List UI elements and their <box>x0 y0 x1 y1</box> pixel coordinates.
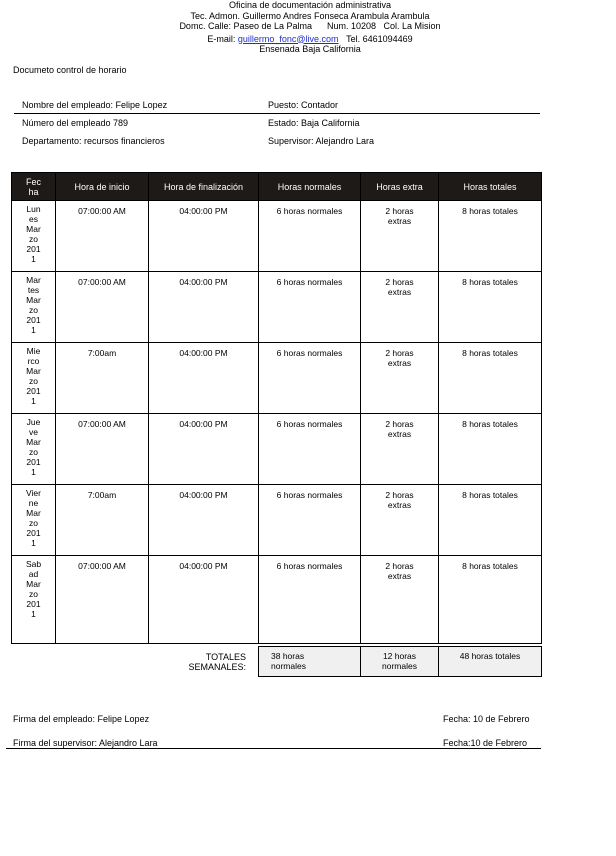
cell-horas-normales: 6 horas normales <box>259 201 361 272</box>
timesheet-table <box>11 172 542 644</box>
cell-horas-normales: 6 horas normales <box>259 556 361 644</box>
email-link[interactable]: guillermo_fonc@live.com <box>237 33 339 44</box>
header-horas-normales: Horas normales <box>259 173 361 201</box>
cell-hora-inicio: 07:00:00 AM <box>56 272 149 343</box>
table-row <box>12 201 542 272</box>
cell-hora-inicio: 07:00:00 AM <box>56 201 149 272</box>
cell-fecha: Jue ve Mar zo 201 1 <box>12 414 56 485</box>
header-hora-inicio: Hora de inicio <box>56 173 149 201</box>
cell-horas-extra: 2 horas extras <box>361 201 439 272</box>
cell-hora-fin: 04:00:00 PM <box>149 201 259 272</box>
header-fecha: Fec ha <box>12 173 56 201</box>
cell-horas-totales: 8 horas totales <box>439 201 542 272</box>
city: Ensenada Baja California <box>259 44 361 54</box>
total-horas-extra: 12 horas normales <box>361 647 439 677</box>
cell-horas-extra: 2 horas extras <box>361 414 439 485</box>
table-row <box>12 343 542 414</box>
cell-horas-extra: 2 horas extras <box>361 556 439 644</box>
supervisor: Supervisor: Alejandro Lara <box>268 136 375 146</box>
header-horas-totales: Horas totales <box>439 173 542 201</box>
cell-hora-inicio: 7:00am <box>56 485 149 556</box>
cell-horas-totales: 8 horas totales <box>439 414 542 485</box>
employee-signature: Firma del empleado: Felipe Lopez <box>13 714 150 724</box>
cell-horas-normales: 6 horas normales <box>259 272 361 343</box>
signature-line <box>6 748 541 749</box>
cell-fecha: Vier ne Mar zo 201 1 <box>12 485 56 556</box>
address: Domc. Calle: Paseo de La Palma Num. 10208 Col. La Mision <box>179 21 441 31</box>
cell-hora-fin: 04:00:00 PM <box>149 343 259 414</box>
cell-hora-inicio: 07:00:00 AM <box>56 414 149 485</box>
cell-horas-extra: 2 horas extras <box>361 272 439 343</box>
cell-fecha: Mar tes Mar zo 201 1 <box>12 272 56 343</box>
cell-fecha: Sab ad Mar zo 201 1 <box>12 556 56 644</box>
employee-signature-date: Fecha: 10 de Febrero <box>443 714 530 724</box>
cell-horas-extra: 2 horas extras <box>361 485 439 556</box>
table-row <box>12 556 542 644</box>
cell-fecha: Lun es Mar zo 201 1 <box>12 201 56 272</box>
state: Estado: Baja California <box>268 118 360 128</box>
position: Puesto: Contador <box>268 100 339 110</box>
letterhead <box>100 0 520 55</box>
employee-number: Número del empleado 789 <box>22 118 129 128</box>
cell-horas-normales: 6 horas normales <box>259 343 361 414</box>
cell-hora-inicio: 7:00am <box>56 343 149 414</box>
header-hora-fin: Hora de finalización <box>149 173 259 201</box>
supervisor-signature: Firma del supervisor: Alejandro Lara <box>13 738 158 748</box>
header-horas-extra: Horas extra <box>361 173 439 201</box>
table-row <box>12 272 542 343</box>
cell-hora-fin: 04:00:00 PM <box>149 272 259 343</box>
supervisor-signature-date: Fecha:10 de Febrero <box>443 738 528 748</box>
weekly-totals-table <box>258 646 542 677</box>
totals-row <box>259 647 542 677</box>
weekly-totals-label: TOTALES SEMANALES: <box>188 652 246 672</box>
cell-horas-extra: 2 horas extras <box>361 343 439 414</box>
table-row <box>12 414 542 485</box>
table-header-row <box>12 173 542 201</box>
cell-hora-fin: 04:00:00 PM <box>149 485 259 556</box>
cell-fecha: Mie rco Mar zo 201 1 <box>12 343 56 414</box>
department: Departamento: recursos financieros <box>22 136 165 146</box>
divider <box>14 113 540 114</box>
phone: Tel. 6461094469 <box>346 33 413 44</box>
office-name: Oficina de documentación administrativa <box>228 0 392 10</box>
table-row <box>12 485 542 556</box>
total-horas-normales: 38 horas normales <box>259 647 361 677</box>
cell-hora-inicio: 07:00:00 AM <box>56 556 149 644</box>
document-title: Documeto control de horario <box>13 65 127 75</box>
cell-hora-fin: 04:00:00 PM <box>149 556 259 644</box>
email-label: E-mail: <box>207 33 236 44</box>
cell-horas-normales: 6 horas normales <box>259 485 361 556</box>
employee-name: Nombre del empleado: Felipe Lopez <box>22 100 168 110</box>
cell-horas-normales: 6 horas normales <box>259 414 361 485</box>
total-horas-totales: 48 horas totales <box>439 647 542 677</box>
contact-line <box>100 34 520 45</box>
owner-name: Tec. Admon. Guillermo Andres Fonseca Arambula Arambula <box>190 10 430 21</box>
cell-horas-totales: 8 horas totales <box>439 556 542 644</box>
cell-horas-totales: 8 horas totales <box>439 272 542 343</box>
cell-hora-fin: 04:00:00 PM <box>149 414 259 485</box>
cell-horas-totales: 8 horas totales <box>439 485 542 556</box>
cell-horas-totales: 8 horas totales <box>439 343 542 414</box>
